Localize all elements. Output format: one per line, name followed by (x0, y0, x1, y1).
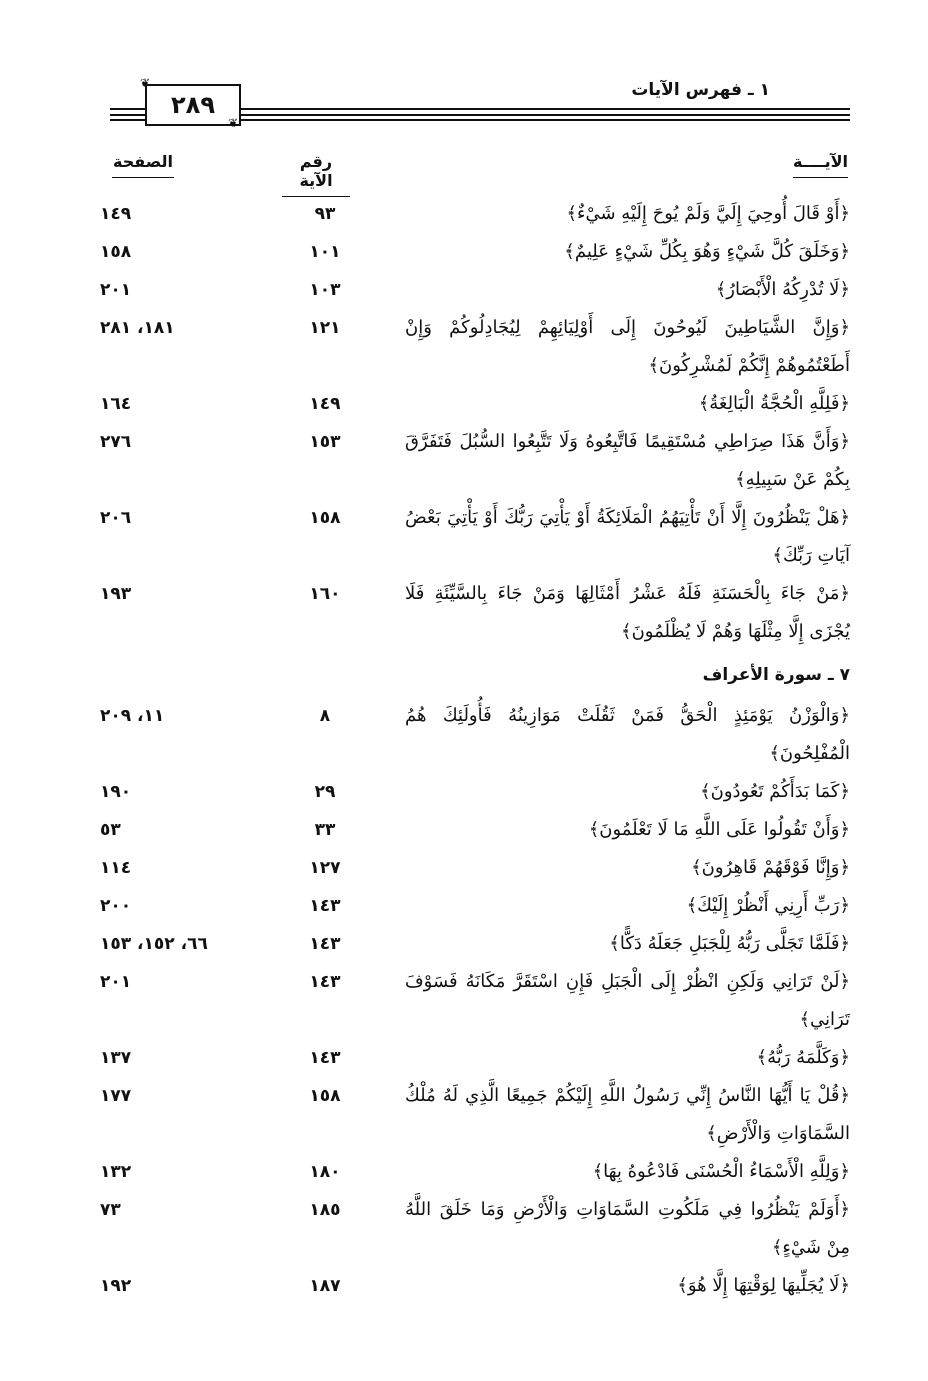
page-refs: ٢٠٦ (100, 508, 132, 528)
ayah-text: ﴿وَلِلَّهِ الْأَسْمَاءُ الْحُسْنَى فَادْعُوهُ بِهَا﴾ (592, 1161, 850, 1182)
ayah-text: ﴿فَلَمَّا تَجَلَّى رَبُّهُ لِلْجَبَلِ جَعَلَهُ دَكًّا﴾ (609, 933, 850, 954)
ayah-number: ١٦٠ (309, 584, 341, 604)
ayah-number: ١٤٣ (309, 972, 341, 992)
page-refs: ١٣٢ (100, 1162, 132, 1182)
page-refs: ٢٠١ (100, 972, 132, 992)
page-refs: ٧٣ (100, 1200, 121, 1220)
column-header-ayah: الآيــــة (793, 152, 848, 178)
page-refs: ١١٤ (100, 858, 132, 878)
ayah-number: ١٤٣ (309, 1048, 341, 1068)
ayah-number: ٩٣ (314, 204, 336, 224)
column-header-ayah-number: رقم الآية (282, 152, 350, 197)
header-rule (230, 119, 850, 121)
page-refs: ١٨١، ٢٨١ (100, 318, 175, 338)
ayah-text: ﴿وَكَلَّمَهُ رَبُّهُ﴾ (756, 1047, 850, 1068)
ayah-number: ٢٩ (314, 782, 336, 802)
page-refs: ٢٧٦ (100, 432, 132, 452)
ayah-number: ١٨٠ (309, 1162, 341, 1182)
ayah-number: ١٠١ (309, 242, 341, 262)
ayah-number: ٨ (319, 706, 331, 726)
ayah-number: ٣٣ (314, 820, 336, 840)
ayah-text: ﴿فَلِلَّهِ الْحُجَّةُ الْبَالِغَةُ﴾ (698, 393, 850, 414)
header-rule (230, 108, 850, 110)
ayah-number: ١٠٣ (309, 280, 341, 300)
ayah-number: ١٥٨ (309, 508, 341, 528)
ayah-text: ﴿هَلْ يَنْظُرُونَ إِلَّا أَنْ تَأْتِيَهُمُ الْمَلَائِكَةُ أَوْ يَأْتِيَ رَبُّكَ أَوْ يَأْتِيَ بَعْضُ آيَاتِ رَبِّكَ﴾ (405, 507, 850, 566)
ayah-text: ﴿لَا تُدْرِكُهُ الْأَبْصَارُ﴾ (715, 279, 850, 300)
page-refs: ٢٠٠ (100, 896, 132, 916)
ayah-text: ﴿وَأَنْ تَقُولُوا عَلَى اللَّهِ مَا لَا تَعْلَمُونَ﴾ (588, 819, 850, 840)
ayah-text: ﴿أَوْ قَالَ أُوحِيَ إِلَيَّ وَلَمْ يُوحَ إِلَيْهِ شَيْءٌ﴾ (566, 203, 850, 224)
ayah-text: ﴿رَبِّ أَرِنِي أَنْظُرْ إِلَيْكَ﴾ (686, 895, 850, 916)
page-refs: ٦٦، ١٥٢، ١٥٣ (100, 934, 208, 954)
ayah-number: ١٥٣ (309, 432, 341, 452)
header-rule (110, 108, 150, 110)
ayah-number: ١٨٧ (309, 1276, 341, 1296)
ayah-text: ﴿وَخَلَقَ كُلَّ شَيْءٍ وَهُوَ بِكُلِّ شَيْءٍ عَلِيمٌ﴾ (564, 241, 850, 262)
section-title: ١ ـ فهرس الآيات (631, 80, 770, 100)
page-refs: ١٩٢ (100, 1276, 132, 1296)
ayah-text: ﴿وَإِنَّ الشَّيَاطِينَ لَيُوحُونَ إِلَى أَوْلِيَائِهِمْ لِيُجَادِلُوكُمْ وَإِنْ أَطَعْتُمُوهُمْ إِنَّكُمْ لَمُشْرِكُونَ﴾ (405, 317, 850, 376)
page-refs: ٥٣ (100, 820, 121, 840)
header-rule (230, 114, 850, 116)
surah-heading: ٧ ـ سورة الأعراف (702, 665, 850, 685)
ayah-text: ﴿كَمَا بَدَأَكُمْ تَعُودُونَ﴾ (700, 781, 850, 802)
page-header (100, 72, 850, 132)
column-header-page: الصفحة (112, 152, 174, 178)
ayah-number: ١٤٣ (309, 934, 341, 954)
ayah-number: ١٨٥ (309, 1200, 341, 1220)
ornament-icon: ❦ (140, 76, 151, 90)
page-number-box (145, 84, 241, 126)
ayah-number: ١٤٩ (309, 394, 341, 414)
ayah-number: ١٥٨ (309, 1086, 341, 1106)
page-refs: ١٤٩ (100, 204, 132, 224)
ayah-text: ﴿قُلْ يَا أَيُّهَا النَّاسُ إِنِّي رَسُولُ اللَّهِ إِلَيْكُمْ جَمِيعًا الَّذِي لَهُ مُلْكُ السَّمَاوَاتِ وَالْأَرْضِ﴾ (405, 1085, 850, 1144)
ayah-text: ﴿وَإِنَّا فَوْقَهُمْ قَاهِرُونَ﴾ (691, 857, 850, 878)
ornament-icon: ❦ (228, 116, 239, 130)
page-refs: ٢٠١ (100, 280, 132, 300)
ayah-number: ١٤٣ (309, 896, 341, 916)
header-rule (110, 114, 150, 116)
page-refs: ١٧٧ (100, 1086, 132, 1106)
page-refs: ١٣٧ (100, 1048, 132, 1068)
ayah-text: ﴿وَأَنَّ هَذَا صِرَاطِي مُسْتَقِيمًا فَاتَّبِعُوهُ وَلَا تَتَّبِعُوا السُّبُلَ فَتَفَرَّقَ بِكُمْ عَنْ سَبِيلِهِ﴾ (405, 431, 850, 490)
header-rule (110, 119, 150, 121)
ayah-text: ﴿لَا يُجَلِّيهَا لِوَقْتِهَا إِلَّا هُوَ﴾ (677, 1275, 850, 1296)
page-refs: ١٥٨ (100, 242, 132, 262)
page-refs: ١٦٤ (100, 394, 132, 414)
ayah-text: ﴿وَالْوَزْنُ يَوْمَئِذٍ الْحَقُّ فَمَنْ ثَقُلَتْ مَوَازِينُهُ فَأُولَئِكَ هُمُ الْمُفْلِحُونَ﴾ (405, 705, 850, 764)
ayah-number: ١٢٧ (309, 858, 341, 878)
ayah-text: ﴿لَنْ تَرَانِي وَلَكِنِ انْظُرْ إِلَى الْجَبَلِ فَإِنِ اسْتَقَرَّ مَكَانَهُ فَسَوْفَ تَرَانِي﴾ (405, 971, 850, 1030)
page-refs: ١٩٠ (100, 782, 132, 802)
ayah-number: ١٢١ (309, 318, 341, 338)
ayah-text: ﴿مَنْ جَاءَ بِالْحَسَنَةِ فَلَهُ عَشْرُ أَمْثَالِهَا وَمَنْ جَاءَ بِالسَّيِّئَةِ فَلَا يُجْزَى إِلَّا مِثْلَهَا وَهُمْ لَا يُظْلَمُونَ﴾ (405, 583, 850, 642)
page-number: ٢٨٩ (171, 91, 215, 119)
page-refs: ١١، ٢٠٩ (100, 706, 165, 726)
page-refs: ١٩٣ (100, 584, 132, 604)
ayah-text: ﴿أَوَلَمْ يَنْظُرُوا فِي مَلَكُوتِ السَّمَاوَاتِ وَالْأَرْضِ وَمَا خَلَقَ اللَّهُ مِنْ شَيْءٍ﴾ (405, 1199, 850, 1258)
